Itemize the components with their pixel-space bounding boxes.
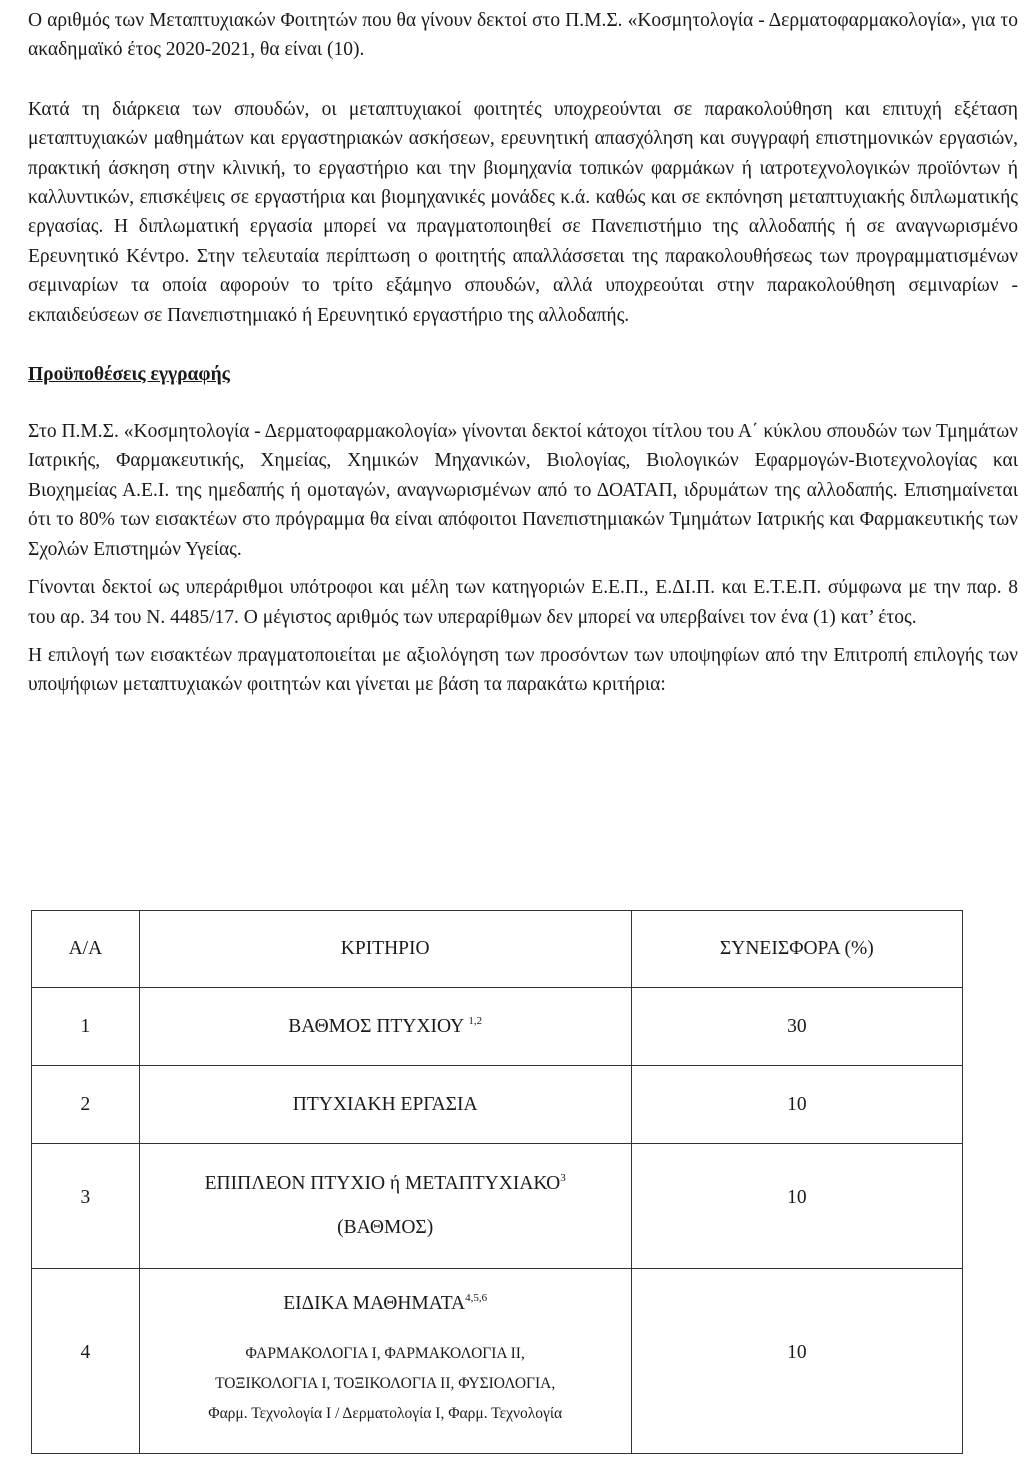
table-row <box>32 1269 963 1454</box>
criterion-text: ΕΙΔΙΚΑ ΜΑΘΗΜΑΤΑ <box>283 1293 466 1314</box>
footnote-ref: 4,5,6 <box>465 1292 488 1304</box>
paragraph-selection-criteria: Η επιλογή των εισακτέων πραγματοποιείται με αξιολόγηση των προσόντων των υποψηφίων από την Επιτροπή επιλογής των υποψήφιων μεταπτυχιακών φοιτητών και γίνεται με βάση τα παρακάτω κριτήρια: <box>28 644 1018 696</box>
table-row <box>32 988 963 1066</box>
row-contribution-value: 10 <box>787 1342 807 1363</box>
paragraph-study-obligations: Κατά τη διάρκεια των σπουδών, οι μεταπτυχιακοί φοιτητές υποχρεούνται σε παρακολούθηση και επιτυχή εξέταση μεταπτυχιακών μαθημάτων και εργαστηριακών ασκήσεων, ερευνητική απασχόληση και συγγραφή επιστημονικών εργασιών, πρακτική άσκηση στην κλινική, το εργαστήριο και την βιομηχανία τοπικών φαρμάκων ή ιατροτεχνολογικών προϊόντων ή καλλυντικών, επισκέψεις σε εργαστήρια και βιομηχανικές μονάδες κ.ά. καθώς και σε εκπόνηση μεταπτυχιακής διπλωματικής εργασίας. Η διπλωματική εργασία μπορεί να πραγματοποιηθεί σε Πανεπιστήμιο της αλλοδαπής ή σε αναγνωρισμένο Ερευνητικό Κέντρο. Στην τελευταία περίπτωση ο φοιτητής απαλλάσσεται της παρακολουθήσεως των προγραμματισμένων σεμιναρίων τα οποία αφορούν το τρίτο εξάμηνο σπουδών, αλλά υποχρεούται στην παρακολούθηση σεμιναρίων - εκπαιδεύσεων σε Πανεπιστημιακό ή Ερευνητικό εργαστήριο της αλλοδαπής. <box>28 98 1018 326</box>
course-list-line: ΦΑΡΜΑΚΟΛΟΓΙΑ Ι, ΦΑΡΜΑΚΟΛΟΓΙΑ ΙΙ, <box>245 1345 525 1362</box>
row-criterion: ΠΤΥΧΙΑΚΗ ΕΡΓΑΣΙΑ <box>139 1066 631 1144</box>
footnote-ref: 3 <box>560 1172 566 1184</box>
criterion-text: ΒΑΘΜΟΣ ΠΤΥΧΙΟΥ <box>288 1015 464 1037</box>
criterion-text: ΕΠΙΠΛΕΟΝ ΠΤΥΧΙΟ ή ΜΕΤΑΠΤΥΧΙΑΚΟ <box>204 1173 561 1194</box>
row-criterion <box>139 988 631 1066</box>
course-list-line: Φαρμ. Τεχνολογία Ι / Δερματολογία Ι, Φαρμ. Τεχνολογία <box>208 1405 563 1422</box>
column-header-number: Α/Α <box>32 911 140 988</box>
document-body <box>28 6 1018 700</box>
row-criterion <box>139 1144 631 1269</box>
course-list-line: ΤΟΞΙΚΟΛΟΓΙΑ Ι, ΤΟΞΙΚΟΛΟΓΙΑ ΙΙ, ΦΥΣΙΟΛΟΓΙΑ, <box>215 1375 556 1392</box>
column-header-criterion: ΚΡΙΤΗΡΙΟ <box>139 911 631 988</box>
table-row <box>32 1066 963 1144</box>
row-contribution: 10 <box>631 1066 962 1144</box>
row-contribution: 30 <box>631 988 962 1066</box>
row-contribution-value: 10 <box>787 1187 807 1208</box>
column-header-contribution: ΣΥΝΕΙΣΦΟΡΑ (%) <box>631 911 962 988</box>
table-header-row <box>32 911 963 988</box>
section-heading-enrollment: Προϋποθέσεις εγγραφής <box>28 364 230 386</box>
paragraph-eligible-applicants: Στο Π.Μ.Σ. «Κοσμητολογία - Δερματοφαρμακολογία» γίνονται δεκτοί κάτοχοι τίτλου του Α΄ κύκλου σπουδών των Τμημάτων Ιατρικής, Φαρμακευτικής, Χημείας, Χημικών Μηχανικών, Βιολογίας, Βιολογικών Εφαρμογών-Βιοτεχνολογίας και Βιοχημείας Α.Ε.Ι. της ημεδαπής ή ομοταγών, αναγνωρισμένων από το ΔΟΑΤΑΠ, ιδρυμάτων της αλλοδαπής. Επισημαίνεται ότι το 80% των εισακτέων στο πρόγραμμα θα είναι απόφοιτοι Πανεπιστημιακών Τμημάτων Ιατρικής και Φαρμακευτικής των Σχολών Επιστημών Υγείας. <box>28 421 1018 560</box>
row-contribution <box>631 1144 962 1269</box>
row-number: 2 <box>32 1066 140 1144</box>
table-row <box>32 1144 963 1269</box>
row-number <box>32 1144 140 1269</box>
row-number <box>32 1269 140 1454</box>
row-criterion <box>139 1269 631 1454</box>
footnote-ref: 1,2 <box>468 1014 483 1027</box>
paragraph-admission-count: Ο αριθμός των Μεταπτυχιακών Φοιτητών που θα γίνουν δεκτοί στο Π.Μ.Σ. «Κοσμητολογία - Δερματοφαρμακολογία», για το ακαδημαϊκό έτος 2020-2021, θα είναι (10). <box>28 10 1018 61</box>
row-number: 1 <box>32 988 140 1066</box>
row-number-value: 3 <box>80 1187 91 1208</box>
paragraph-supernumerary: Γίνονται δεκτοί ως υπεράριθμοι υπότροφοι και μέλη των κατηγοριών Ε.Ε.Π., Ε.ΔΙ.Π. και Ε.Τ.Ε.Π. σύμφωνα με την παρ. 8 του αρ. 34 του Ν. 4485/17. Ο μέγιστος αριθμός των υπεραρίθμων δεν μπορεί να υπερβαίνει τον ένα (1) κατ’ έτος. <box>28 577 1018 628</box>
row-number-value: 4 <box>80 1342 91 1363</box>
row-contribution <box>631 1269 962 1454</box>
criteria-table <box>31 910 963 1454</box>
criterion-subtext: (ΒΑΘΜΟΣ) <box>337 1217 434 1238</box>
criterion-title <box>140 1293 631 1315</box>
